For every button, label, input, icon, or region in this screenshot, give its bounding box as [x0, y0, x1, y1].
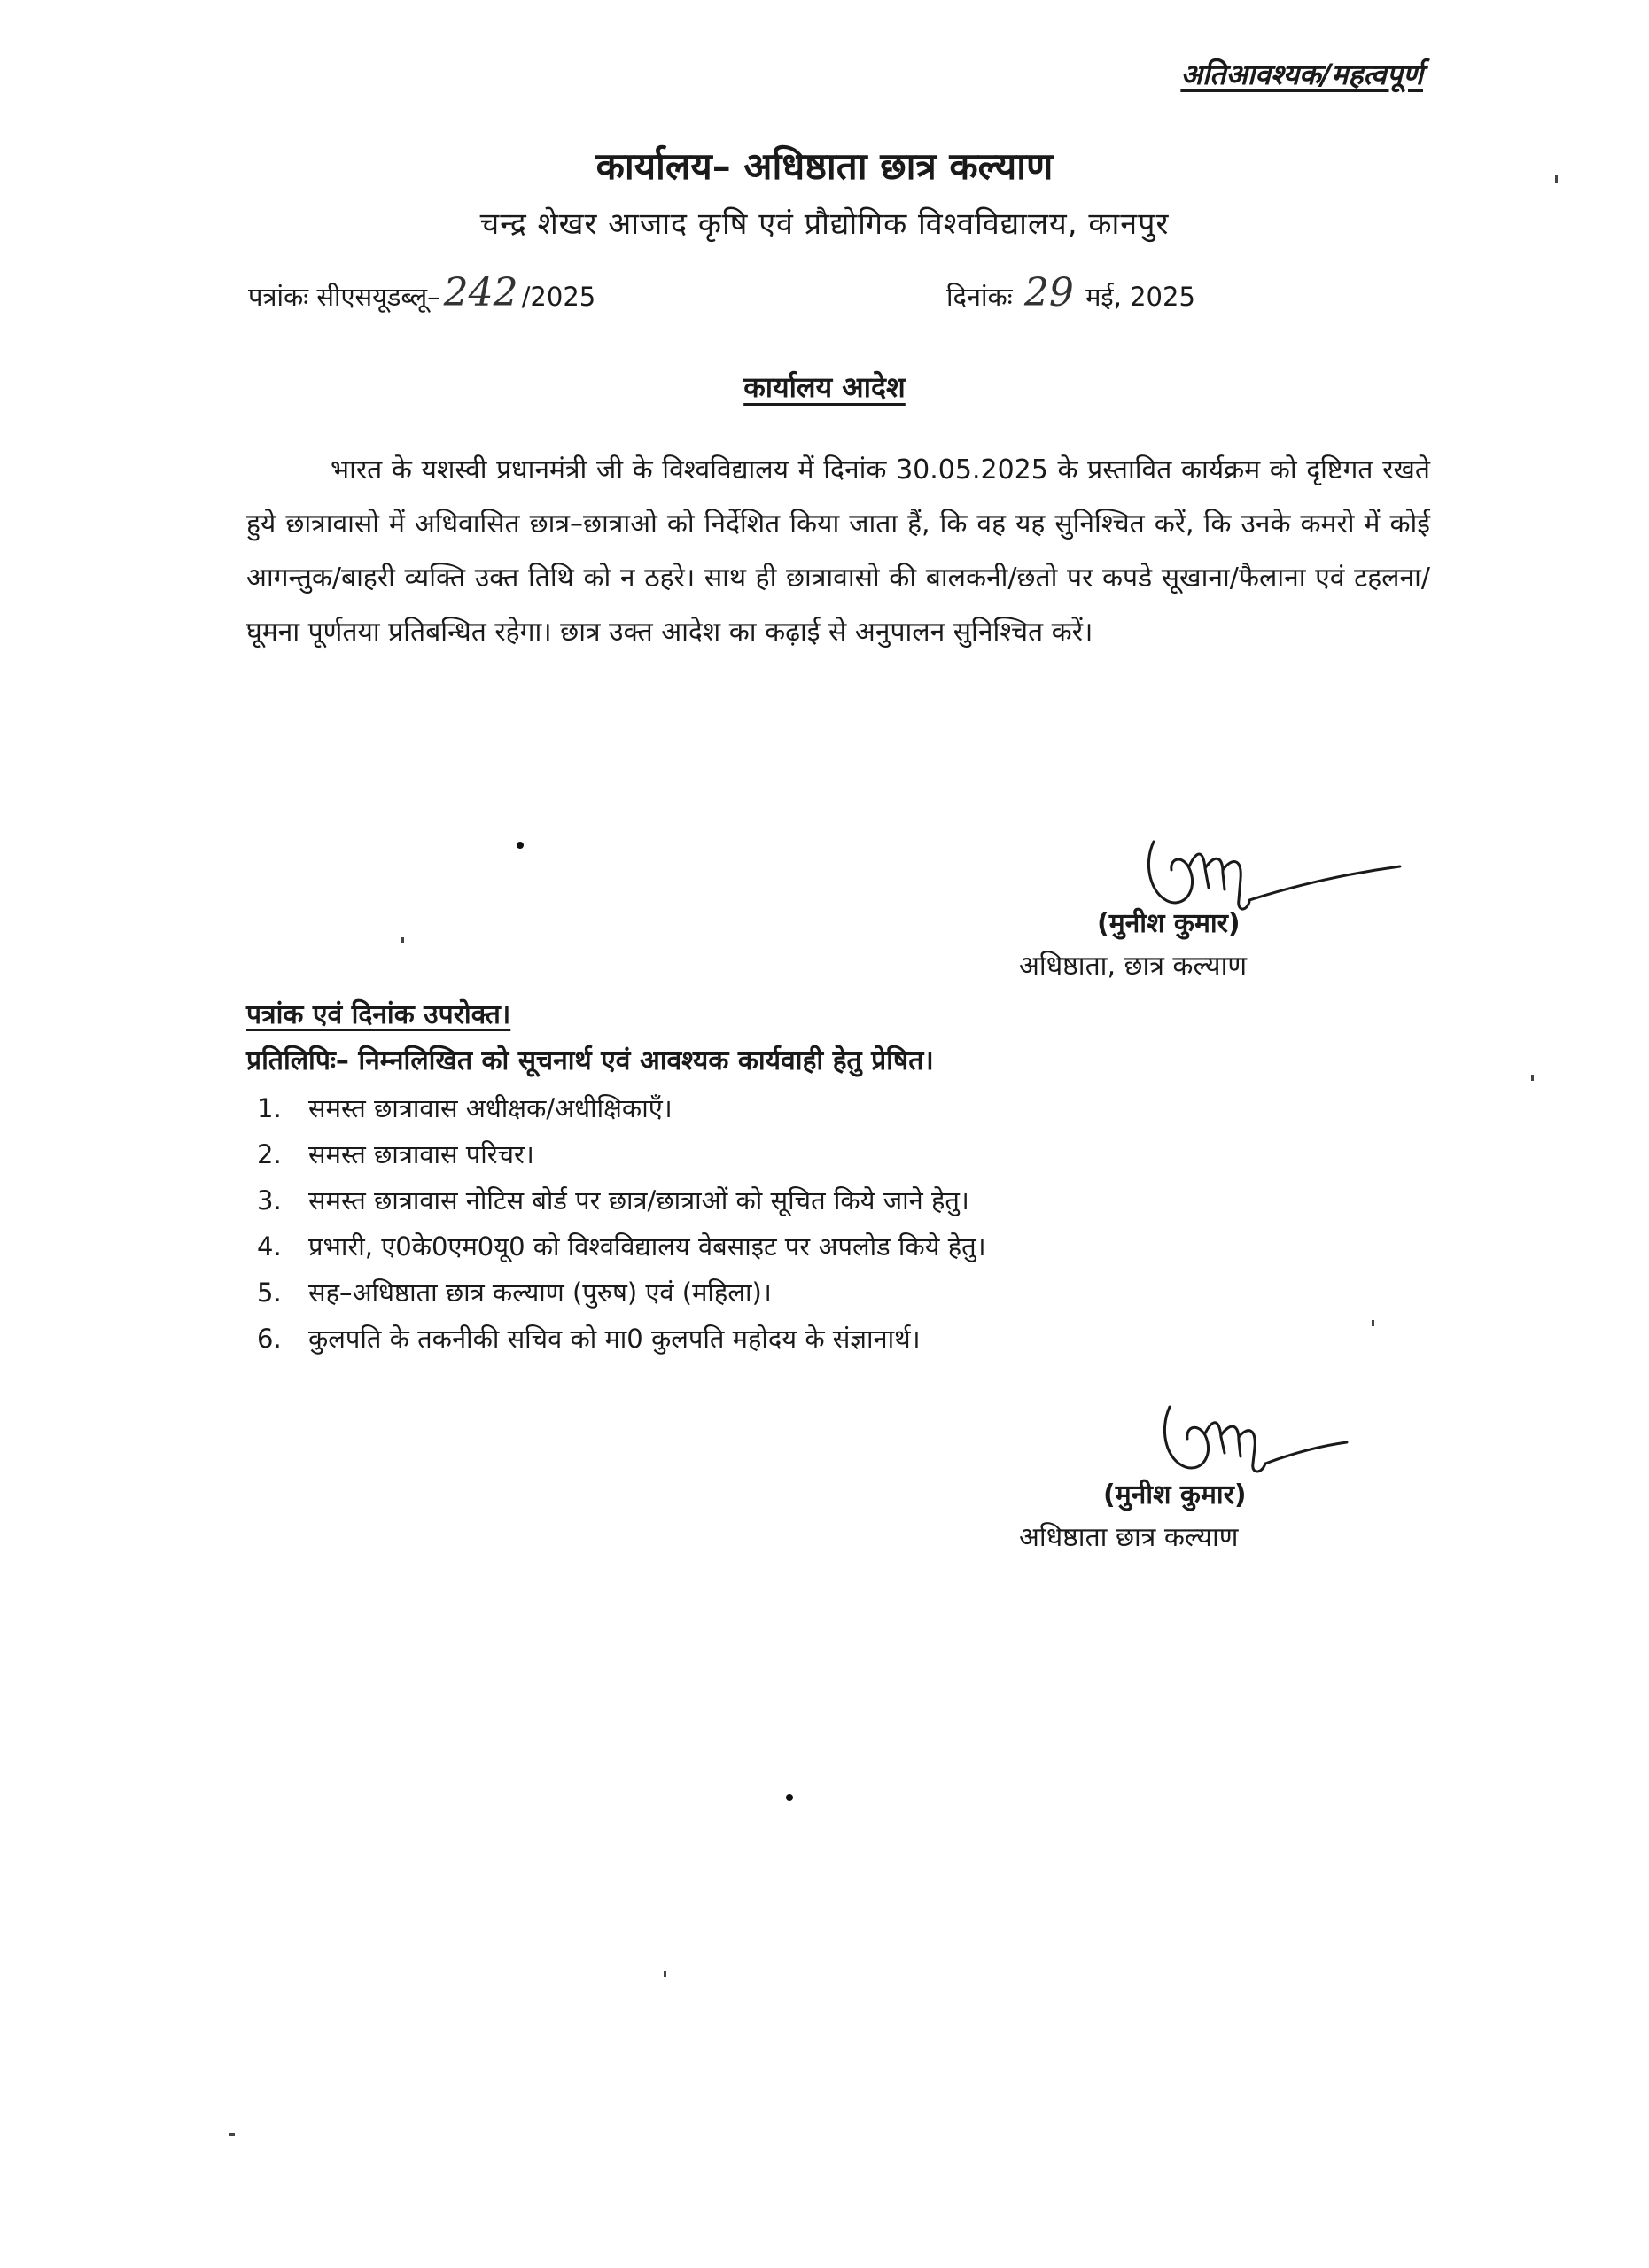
scan-speck: [1372, 1320, 1374, 1326]
reference-number-line: [248, 270, 595, 315]
scan-speck: [517, 842, 524, 849]
list-item: 5. सह–अधिष्ठाता छात्र कल्याण (पुरुष) एवं (महिला)।: [257, 1278, 772, 1308]
signatory-name-2: (मुनीश कुमार): [1103, 1480, 1247, 1511]
list-item: 1. समस्त छात्रावास अधीक्षक/अधीक्षिकाएँ।: [257, 1093, 673, 1123]
reference-number-handwritten: 242: [443, 270, 518, 315]
date-day-handwritten: 29: [1023, 270, 1074, 315]
scan-speck: [1555, 175, 1558, 183]
date-month-year: मई, 2025: [1085, 282, 1195, 312]
list-item: 2. समस्त छात्रावास परिचर।: [257, 1139, 534, 1169]
scan-speck: [1531, 1075, 1534, 1081]
signatory-designation-1: अधिष्ठाता, छात्र कल्याण: [1019, 951, 1248, 982]
copy-to-line: प्रतिलिपिः– निम्नलिखित को सूचनार्थ एवं आवश्यक कार्यवाही हेतु प्रेषित।: [246, 1045, 934, 1076]
signatory-name-1: (मुनीश कुमार): [1097, 908, 1241, 939]
signature-block-2: [1019, 1382, 1480, 1559]
order-body-text: भारत के यशस्वी प्रधानमंत्री जी के विश्वविद्यालय में दिनांक 30.05.2025 के प्रस्तावित कार्यक्रम को दृष्टिगत रखते हुये छात्रावासो में अधिवासित छात्र–छात्राओ को निर्देशित किया जाता हैं, कि वह यह सुनिश्चित करें, कि उनके कमरो में कोई आगन्तुक/बाहरी व्यक्ति उक्त तिथि को न ठहरे। साथ ही छात्रावासो की बालकनी/छतो पर कपडे सूखाना/फैलाना एवं टहलना/घूमना पूर्णतया प्रतिबन्धित रहेगा। छात्र उक्त आदेश का कढ़ाई से अनुपालन सुनिश्चित करें।: [246, 454, 1430, 648]
reference-repeat: पत्रांक एवं दिनांक उपरोक्त।: [246, 999, 511, 1030]
list-item: 3. समस्त छात्रावास नोटिस बोर्ड पर छात्र/छात्राओं को सूचित किये जाने हेतु।: [257, 1185, 969, 1216]
reference-year: /2025: [521, 282, 596, 312]
date-prefix: दिनांकः: [946, 282, 1013, 312]
signatory-designation-2: अधिष्ठाता छात्र कल्याण: [1019, 1522, 1239, 1553]
order-body: [246, 443, 1430, 659]
signature-mark-2: [1152, 1382, 1435, 1480]
scan-speck: [401, 937, 404, 943]
scan-speck: [229, 2133, 235, 2136]
copy-recipient-list: [257, 1085, 986, 1362]
signature-block-1: [1019, 815, 1480, 992]
date-line: [946, 270, 1195, 315]
urgent-label: अतिआवश्यक/महत्वपूर्ण: [1180, 58, 1423, 91]
scan-speck: [664, 1971, 666, 1977]
order-title: कार्यालय आदेश: [743, 370, 906, 404]
office-title: कार्यालय– अधिष्ठाता छात्र कल्याण: [595, 144, 1054, 188]
reference-prefix: पत्रांकः सीएसयूडब्लू–: [248, 282, 440, 312]
list-item: 6. कुलपति के तकनीकी सचिव को मा0 कुलपति महोदय के संज्ञानार्थ।: [257, 1324, 921, 1354]
list-item: 4. प्रभारी, ए0के0एम0यू0 को विश्वविद्यालय वेबसाइट पर अपलोड किये हेतु।: [257, 1231, 986, 1262]
university-name: चन्द्र शेखर आजाद कृषि एवं प्रौद्योगिक विश्वविद्यालय, कानपुर: [479, 206, 1170, 242]
scan-speck: [786, 1794, 793, 1801]
